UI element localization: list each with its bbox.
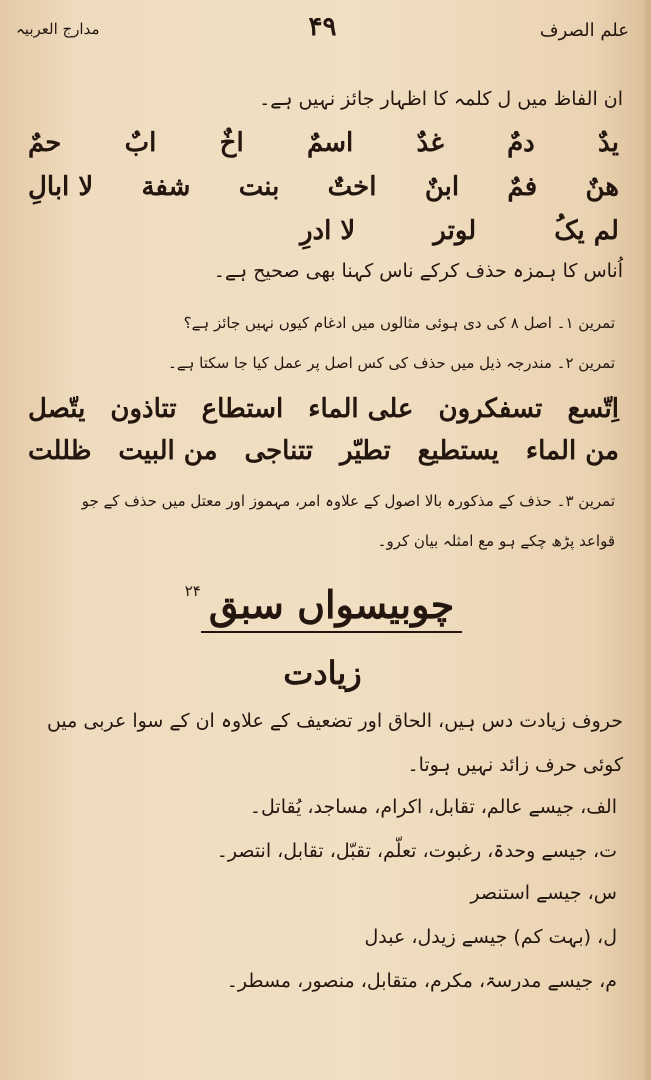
- book-title: مدارج العربیہ: [16, 20, 100, 38]
- word: استطاع: [201, 394, 284, 424]
- word-row-2: [28, 172, 619, 202]
- page-number: ۴۹: [308, 12, 337, 42]
- word: شفة: [141, 172, 191, 202]
- chapter-number: ۲۴: [184, 582, 201, 600]
- word: دمٌ: [507, 128, 535, 158]
- exercise-2: تمرین ۲۔ مندرجہ ذیل میں حذف کی کس اصل پر عمل کیا جا سکتا ہے۔: [168, 354, 615, 372]
- exercise-word-row-1: [28, 394, 619, 424]
- word: غدٌ: [416, 128, 444, 158]
- example-sin: س، جیسے استنصر: [470, 882, 617, 904]
- word: ظللت: [28, 436, 92, 466]
- exercise-3-line-2: قواعد پڑھ چکے ہو مع امثلہ بیان کرو۔: [377, 532, 615, 550]
- word: یدٌ: [598, 128, 619, 158]
- paragraph-line-2: کوئی حرف زائد نہیں ہوتا۔: [407, 754, 623, 776]
- word: ابٌ: [124, 128, 157, 158]
- page-header: [16, 12, 629, 52]
- chapter-title: چوبیسواں سبق: [201, 582, 462, 633]
- word: تتاذون: [110, 394, 177, 424]
- note-line: اُناس کا ہمزہ حذف کرکے ناس کہنا بھی صحیح ہے۔: [213, 260, 623, 282]
- word: لا ادرِ: [300, 216, 356, 246]
- word-row-3: [300, 216, 619, 246]
- word: تسفکرون: [438, 394, 543, 424]
- word: لا ابالِ: [28, 172, 94, 202]
- word: ھنٌ: [585, 172, 619, 202]
- word: تطیّر: [339, 436, 391, 466]
- example-alif: الف، جیسے عالم، تقابل، اکرام، مساجد، یُقاتل۔: [249, 796, 617, 818]
- intro-line: ان الفاظ میں ل کلمہ کا اظہار جائز نہیں ہے۔: [259, 88, 623, 110]
- word: فمٌ: [507, 172, 538, 202]
- word: لوتر: [433, 216, 477, 246]
- chapter-heading: [0, 582, 645, 627]
- word: یستطیع: [417, 436, 499, 466]
- example-te: ت، جیسے وحدۃ، رغبوت، تعلّم، تقبّل، تقابل، انتصر۔: [216, 840, 617, 862]
- word: علی الماء: [308, 394, 414, 424]
- running-title: علم الصرف: [539, 20, 629, 41]
- exercise-word-row-2: [28, 436, 619, 466]
- paragraph-line-1: حروف زیادت دس ہیں، الحاق اور تضعیف کے علاوہ ان کے سوا عربی میں: [46, 710, 623, 732]
- exercise-3-line-1: تمرین ۳۔ حذف کے مذکورہ بالا اصول کے علاوہ امر، مہموز اور معتل میں حذف کے جو: [81, 492, 615, 510]
- example-lam: ل، (بہت کم) جیسے زیدل، عبدل: [364, 926, 617, 948]
- word: حمٌ: [28, 128, 62, 158]
- chapter-subtitle: زیادت: [283, 654, 362, 692]
- word: اختٌ: [327, 172, 377, 202]
- exercise-1: تمرین ۱۔ اصل ۸ کی دی ہوئی مثالوں میں ادغام کیوں نہیں جائز ہے؟: [183, 314, 615, 332]
- example-mim: م، جیسے مدرسۃ، مکرم، متقابل، منصور، مسطر۔: [226, 970, 617, 992]
- word-row-1: [28, 128, 619, 158]
- word: اِتّسع: [567, 394, 619, 424]
- word: تتناجی: [244, 436, 314, 466]
- word: اسمٌ: [306, 128, 354, 158]
- word: اخٌ: [219, 128, 244, 158]
- word: من البیت: [118, 436, 218, 466]
- word: بنت: [238, 172, 280, 202]
- word: من الماء: [525, 436, 619, 466]
- word: یتّصل: [28, 394, 86, 424]
- word: ابنٌ: [424, 172, 460, 202]
- word: لم یکُ: [554, 216, 619, 246]
